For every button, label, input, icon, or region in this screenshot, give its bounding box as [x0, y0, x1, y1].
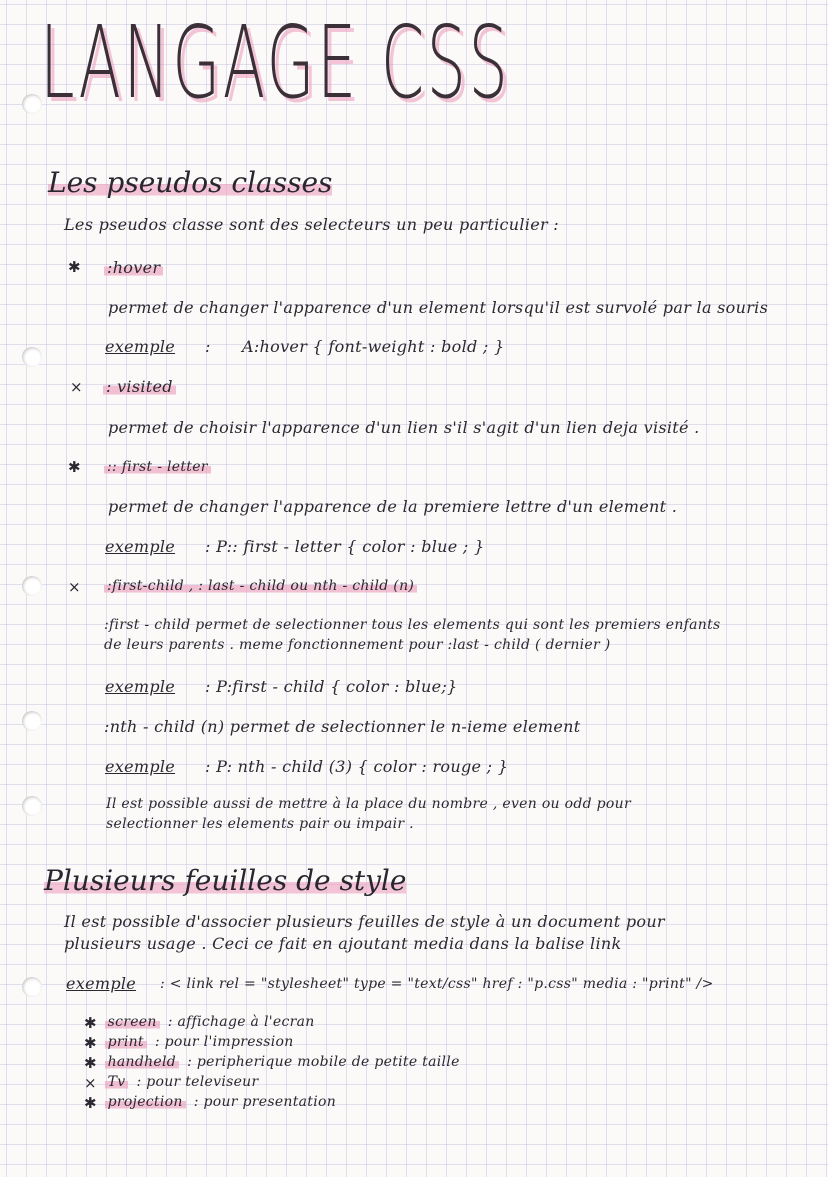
media-type-list: [84, 1014, 460, 1114]
example-label: exemple: [66, 974, 137, 993]
first-child-description-line1: :first - child permet de selectionner tous les elements qui sont les premiers enfants: [104, 617, 721, 633]
media-type-name: print: [105, 1034, 147, 1054]
media-type-description: : pour televiseur: [136, 1074, 259, 1090]
nth-child-example-code: : P: nth - child (3) { color : rouge ; }: [205, 757, 509, 776]
bullet-icon: ✱: [84, 1054, 97, 1072]
even-odd-note-line1: Il est possible aussi de mettre à la place du nombre , even ou odd pour: [106, 796, 631, 812]
nth-child-description: :nth - child (n) permet de selectionner le n-ieme element: [104, 717, 581, 736]
visited-description: permet de choisir l'apparence d'un lien s'il s'agit d'un lien deja visité .: [108, 418, 700, 437]
list-item: [84, 1014, 460, 1034]
even-odd-note-line2: selectionner les elements pair ou impair .: [106, 816, 414, 832]
page-title: LANGAGE CSS: [40, 4, 511, 121]
link-media-example-code: : < link rel = "stylesheet" type = "text/css" href : "p.css" media : "print" />: [160, 976, 714, 992]
example-label: exemple: [105, 337, 176, 356]
bullet-icon: ×: [70, 378, 83, 396]
hover-description: permet de changer l'apparence d'un element lorsqu'il est survolé par la souris: [108, 298, 769, 317]
media-type-name: projection: [105, 1094, 186, 1114]
visited-label: : visited: [103, 377, 176, 396]
binder-hole: [22, 796, 42, 816]
example-separator: :: [205, 337, 211, 356]
first-letter-label: :: first - letter: [104, 459, 211, 475]
first-child-example-code: : P:first - child { color : blue;}: [205, 677, 458, 696]
binder-hole: [22, 94, 42, 114]
media-type-description: : pour presentation: [193, 1094, 337, 1110]
hover-label: :hover: [104, 258, 163, 277]
intro-text: Les pseudos classe sont des selecteurs un peu particulier :: [64, 215, 559, 234]
stylesheets-intro-line2: plusieurs usage . Ceci ce fait en ajoutant media dans la balise link: [64, 934, 622, 953]
hover-example-code: A:hover { font-weight : bold ; }: [242, 337, 505, 356]
bullet-icon: ✱: [68, 458, 81, 476]
binder-hole: [22, 347, 42, 367]
list-item: [84, 1034, 460, 1054]
list-item: [84, 1074, 460, 1094]
bullet-icon: ×: [84, 1074, 97, 1092]
list-item: [84, 1054, 460, 1074]
child-selectors-label: :first-child , : last - child ou nth - child (n): [104, 578, 417, 594]
binder-hole: [22, 711, 42, 731]
section-heading-stylesheets: Plusieurs feuilles de style: [44, 864, 407, 897]
bullet-icon: ✱: [84, 1094, 97, 1112]
example-label: exemple: [105, 677, 176, 696]
binder-hole: [22, 576, 42, 596]
bullet-icon: ✱: [68, 258, 81, 276]
bullet-icon: ✱: [84, 1014, 97, 1032]
first-letter-description: permet de changer l'apparence de la premiere lettre d'un element .: [108, 497, 678, 516]
bullet-icon: ✱: [84, 1034, 97, 1052]
bullet-icon: ×: [68, 578, 81, 596]
media-type-name: Tv: [105, 1074, 129, 1094]
media-type-description: : peripherique mobile de petite taille: [187, 1054, 460, 1070]
media-type-description: : pour l'impression: [154, 1034, 294, 1050]
media-type-name: handheld: [105, 1054, 179, 1074]
media-type-description: : affichage à l'ecran: [167, 1014, 315, 1030]
media-type-name: screen: [105, 1014, 160, 1034]
example-label: exemple: [105, 537, 176, 556]
list-item: [84, 1094, 460, 1114]
example-label: exemple: [105, 757, 176, 776]
first-letter-example-code: : P:: first - letter { color : blue ; }: [205, 537, 485, 556]
first-child-description-line2: de leurs parents . meme fonctionnement pour :last - child ( dernier ): [104, 637, 611, 653]
stylesheets-intro-line1: Il est possible d'associer plusieurs feuilles de style à un document pour: [64, 912, 665, 931]
binder-hole: [22, 977, 42, 997]
section-heading-pseudo-classes: Les pseudos classes: [48, 166, 333, 199]
